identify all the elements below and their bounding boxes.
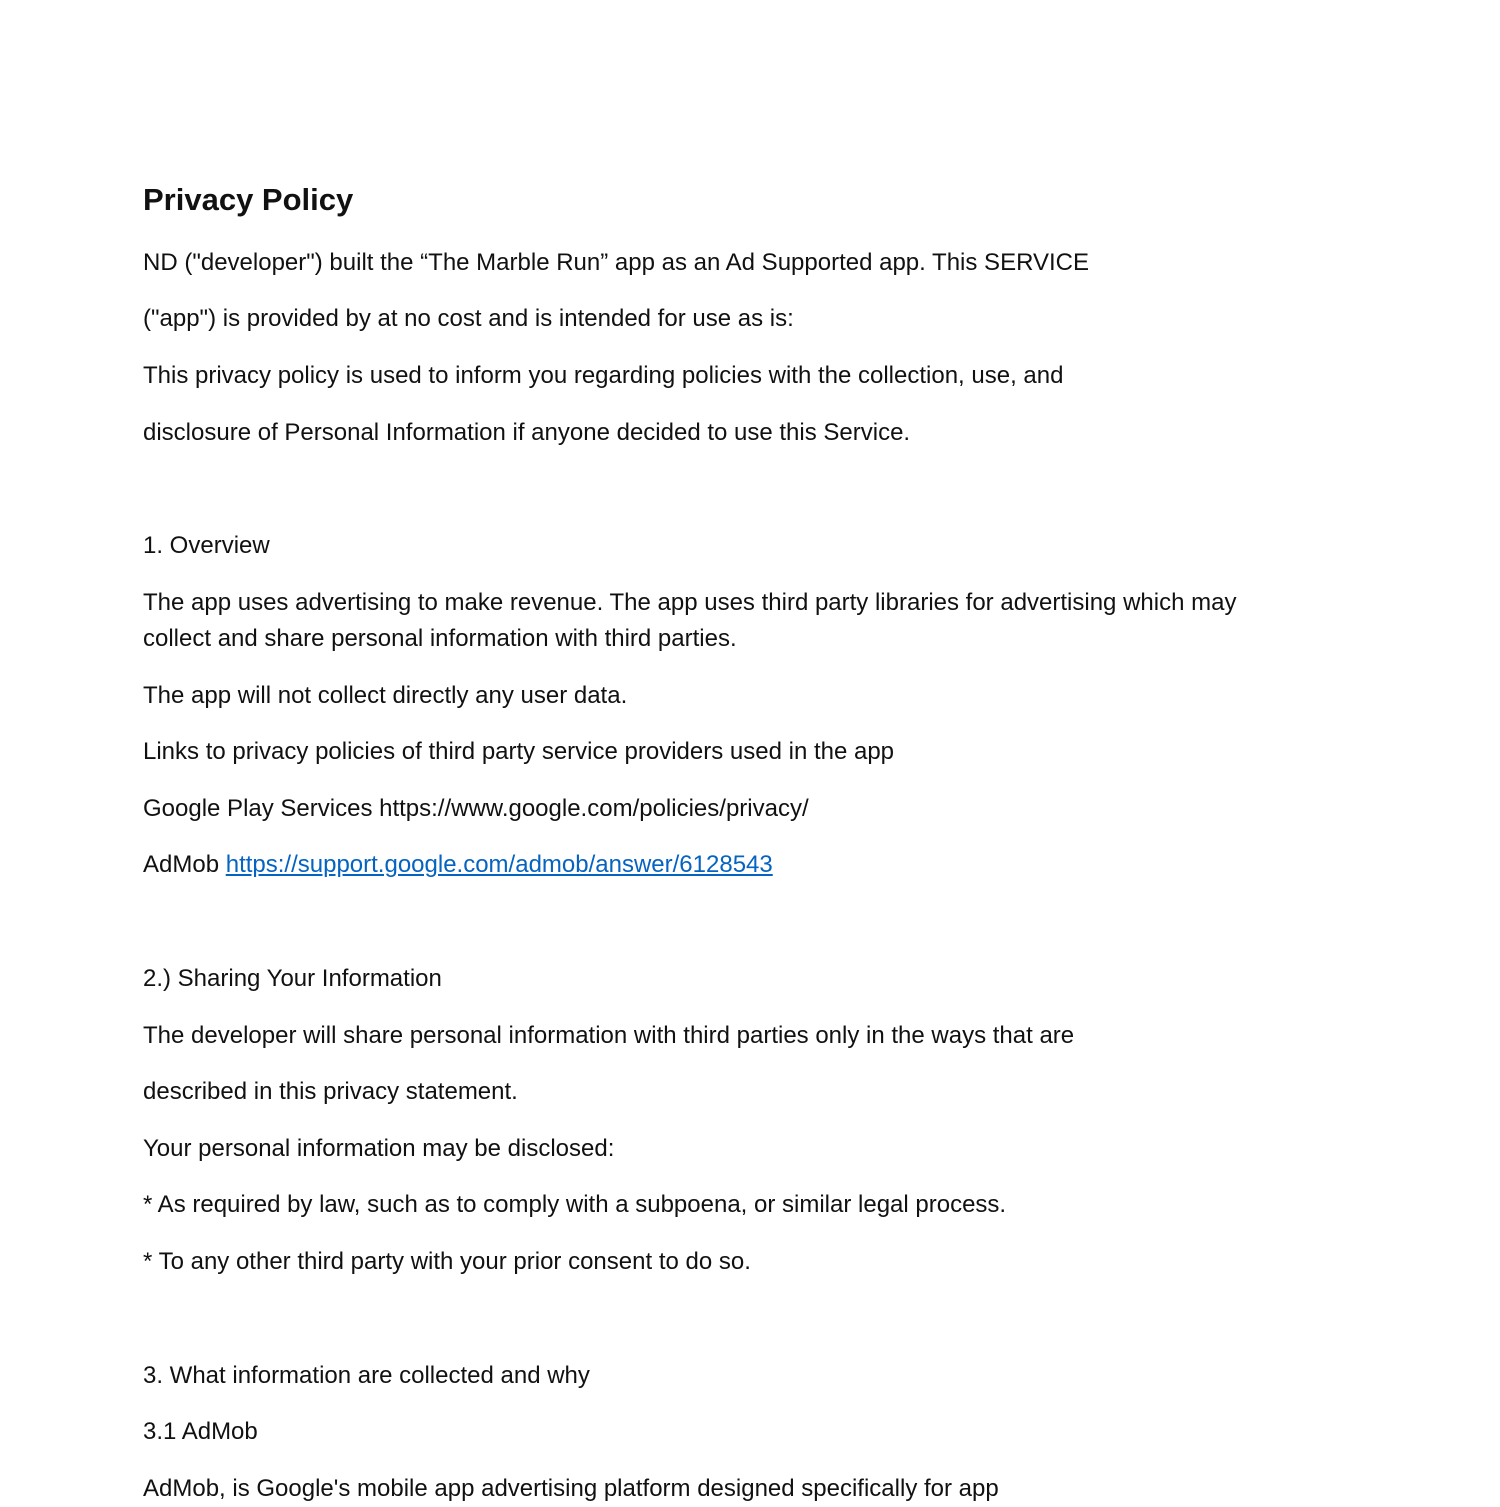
paragraph-line: Google Play Services https://www.google.com/policies/privacy/ xyxy=(143,795,809,822)
paragraph-line: ND ("developer") built the “The Marble Run” app as an Ad Supported app. This SERVICE xyxy=(143,249,1089,276)
admob-label: AdMob xyxy=(143,851,226,878)
paragraph-line: Links to privacy policies of third party service providers used in the app xyxy=(143,738,895,765)
page-title: Privacy Policy xyxy=(143,182,354,217)
section-heading: 1. Overview xyxy=(143,532,270,559)
list-item: * To any other third party with your prior consent to do so. xyxy=(143,1248,751,1275)
admob-link[interactable]: https://support.google.com/admob/answer/6128543 xyxy=(225,851,773,878)
paragraph-line: ("app") is provided by at no cost and is intended for use as is: xyxy=(143,305,794,332)
paragraph-line: The app will not collect directly any user data. xyxy=(143,682,628,709)
paragraph-line: AdMob, is Google's mobile app advertising platform designed specifically for app xyxy=(143,1475,999,1502)
paragraph-line: Your personal information may be disclosed: xyxy=(143,1135,615,1162)
paragraph-line: collect and share personal information with third parties. xyxy=(143,625,737,652)
list-item: * As required by law, such as to comply with a subpoena, or similar legal process. xyxy=(143,1191,1007,1218)
admob-line xyxy=(143,847,773,883)
paragraph-line: This privacy policy is used to inform you regarding policies with the collection, use, and xyxy=(143,362,1064,389)
section-heading: 2.) Sharing Your Information xyxy=(143,965,442,992)
paragraph-line: described in this privacy statement. xyxy=(143,1078,518,1105)
section-heading: 3. What information are collected and why xyxy=(143,1362,590,1389)
paragraph-line: The developer will share personal information with third parties only in the ways that are xyxy=(143,1022,1075,1049)
subsection-heading: 3.1 AdMob xyxy=(143,1418,258,1445)
paragraph-line: disclosure of Personal Information if anyone decided to use this Service. xyxy=(143,419,911,446)
paragraph-line: The app uses advertising to make revenue. The app uses third party libraries for advertising which may xyxy=(143,589,1237,616)
